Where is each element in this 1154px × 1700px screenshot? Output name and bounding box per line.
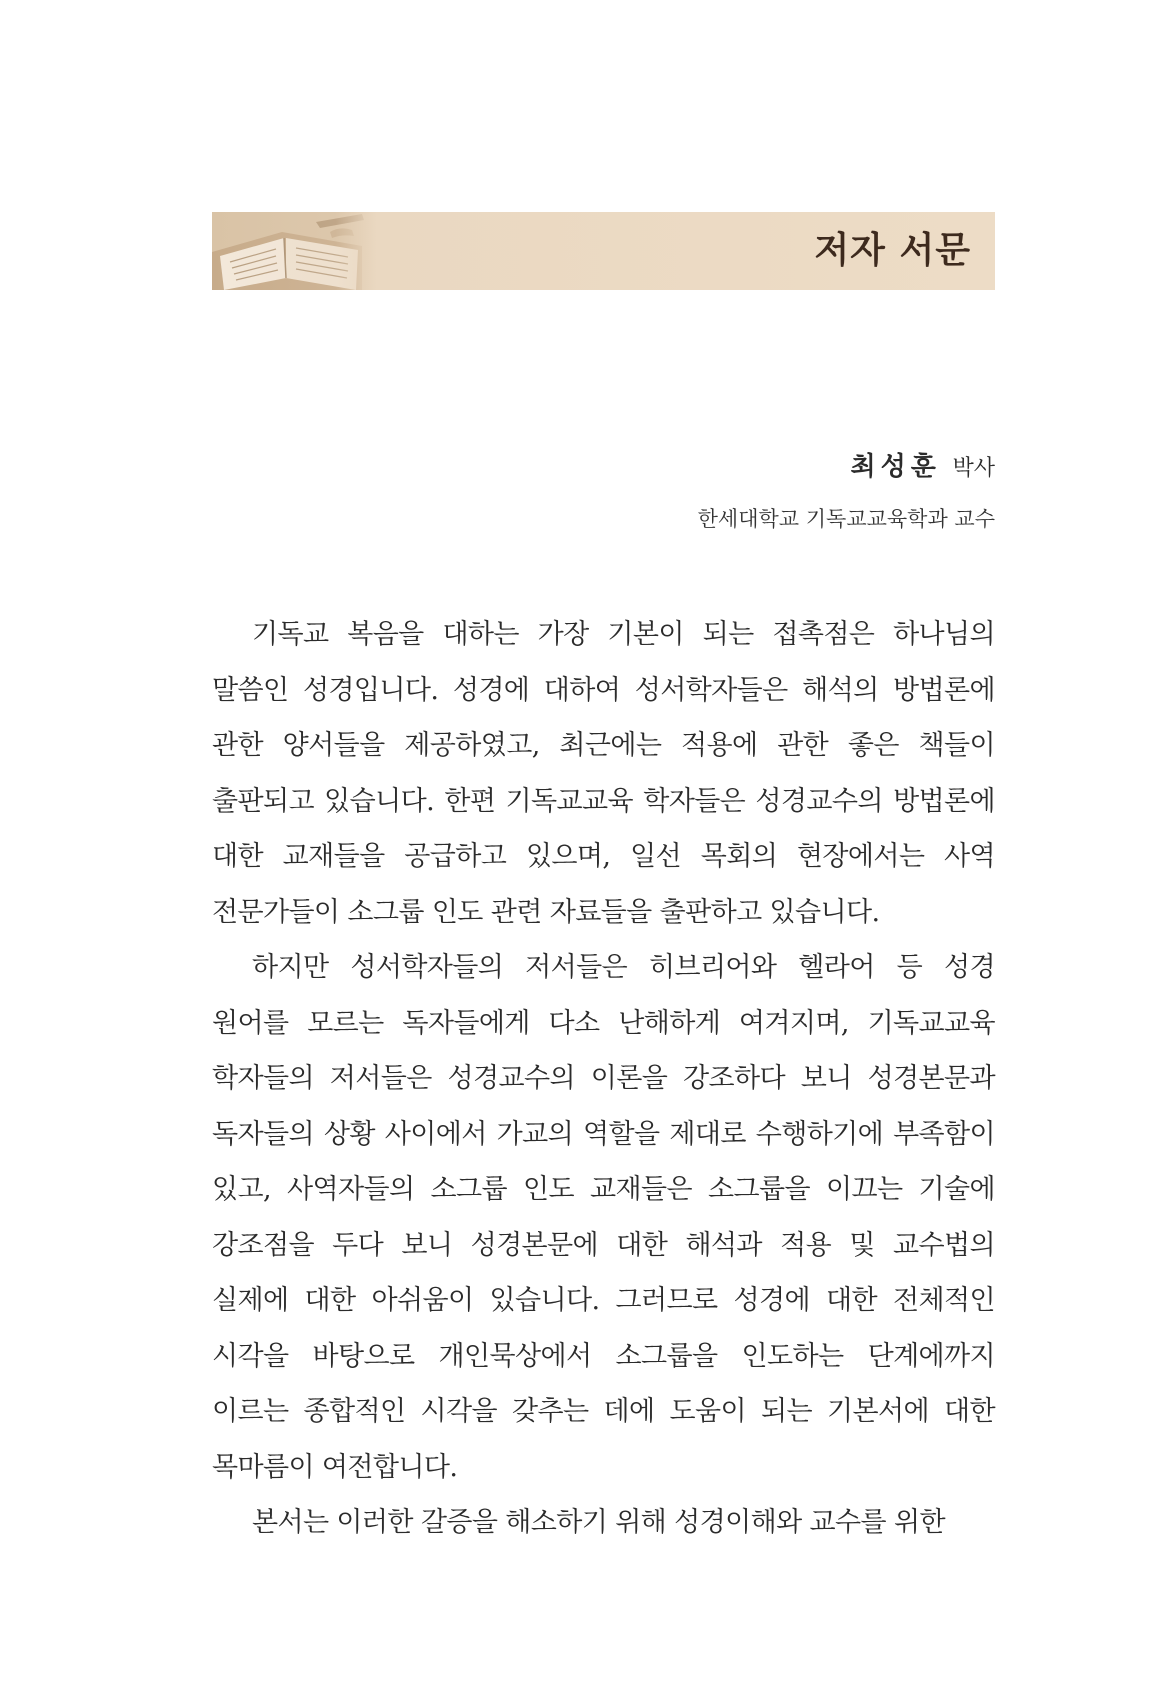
author-degree: 박사 bbox=[952, 456, 995, 481]
paragraph-1: 기독교 복음을 대하는 가장 기본이 되는 접촉점은 하나님의 말씀인 성경입니다. 성경에 대하여 성서학자들은 해석의 방법론에 관한 양서들을 제공하였고, 최근에는 적용에 관한 좋은 책들이 출판되고 있습니다. 한편 기독교교육 학자들은 성경교수의 방법론에 대한 교재들을 공급하고 있으며, 일선 목회의 현장에서는 사역 전문가들이 소그룹 인도 관련 자료들을 출판하고 있습니다. bbox=[212, 619, 995, 928]
preface-body bbox=[212, 607, 995, 1551]
chapter-header-banner bbox=[212, 212, 995, 290]
chapter-title: 저자 서문 bbox=[814, 230, 971, 271]
author-name-line bbox=[698, 448, 995, 488]
open-book-photo bbox=[212, 212, 377, 290]
paragraph-3: 본서는 이러한 갈증을 해소하기 위해 성경이해와 교수를 위한 bbox=[252, 1507, 945, 1538]
author-block bbox=[698, 448, 995, 534]
author-affiliation: 한세대학교 기독교교육학과 교수 bbox=[697, 507, 995, 531]
author-name: 최성훈 bbox=[850, 452, 941, 482]
paragraph-2: 하지만 성서학자들의 저서들은 히브리어와 헬라어 등 성경 원어를 모르는 독자들에게 다소 난해하게 여겨지며, 기독교교육 학자들의 저서들은 성경교수의 이론을 강조하다 보니 성경본문과 독자들의 상황 사이에서 가교의 역할을 제대로 수행하기에 부족함이 있고, 사역자들의 소그룹 인도 교재들은 소그룹을 이끄는 기술에 강조점을 두다 보니 성경본문에 대한 해석과 적용 및 교수법의 실제에 대한 아쉬움이 있습니다. 그러므로 성경에 대한 전체적인 시각을 바탕으로 개인묵상에서 소그룹을 인도하는 단계에까지 이르는 종합적인 시각을 갖추는 데에 도움이 되는 기본서에 대한 목마름이 여전합니다. bbox=[212, 952, 995, 1483]
